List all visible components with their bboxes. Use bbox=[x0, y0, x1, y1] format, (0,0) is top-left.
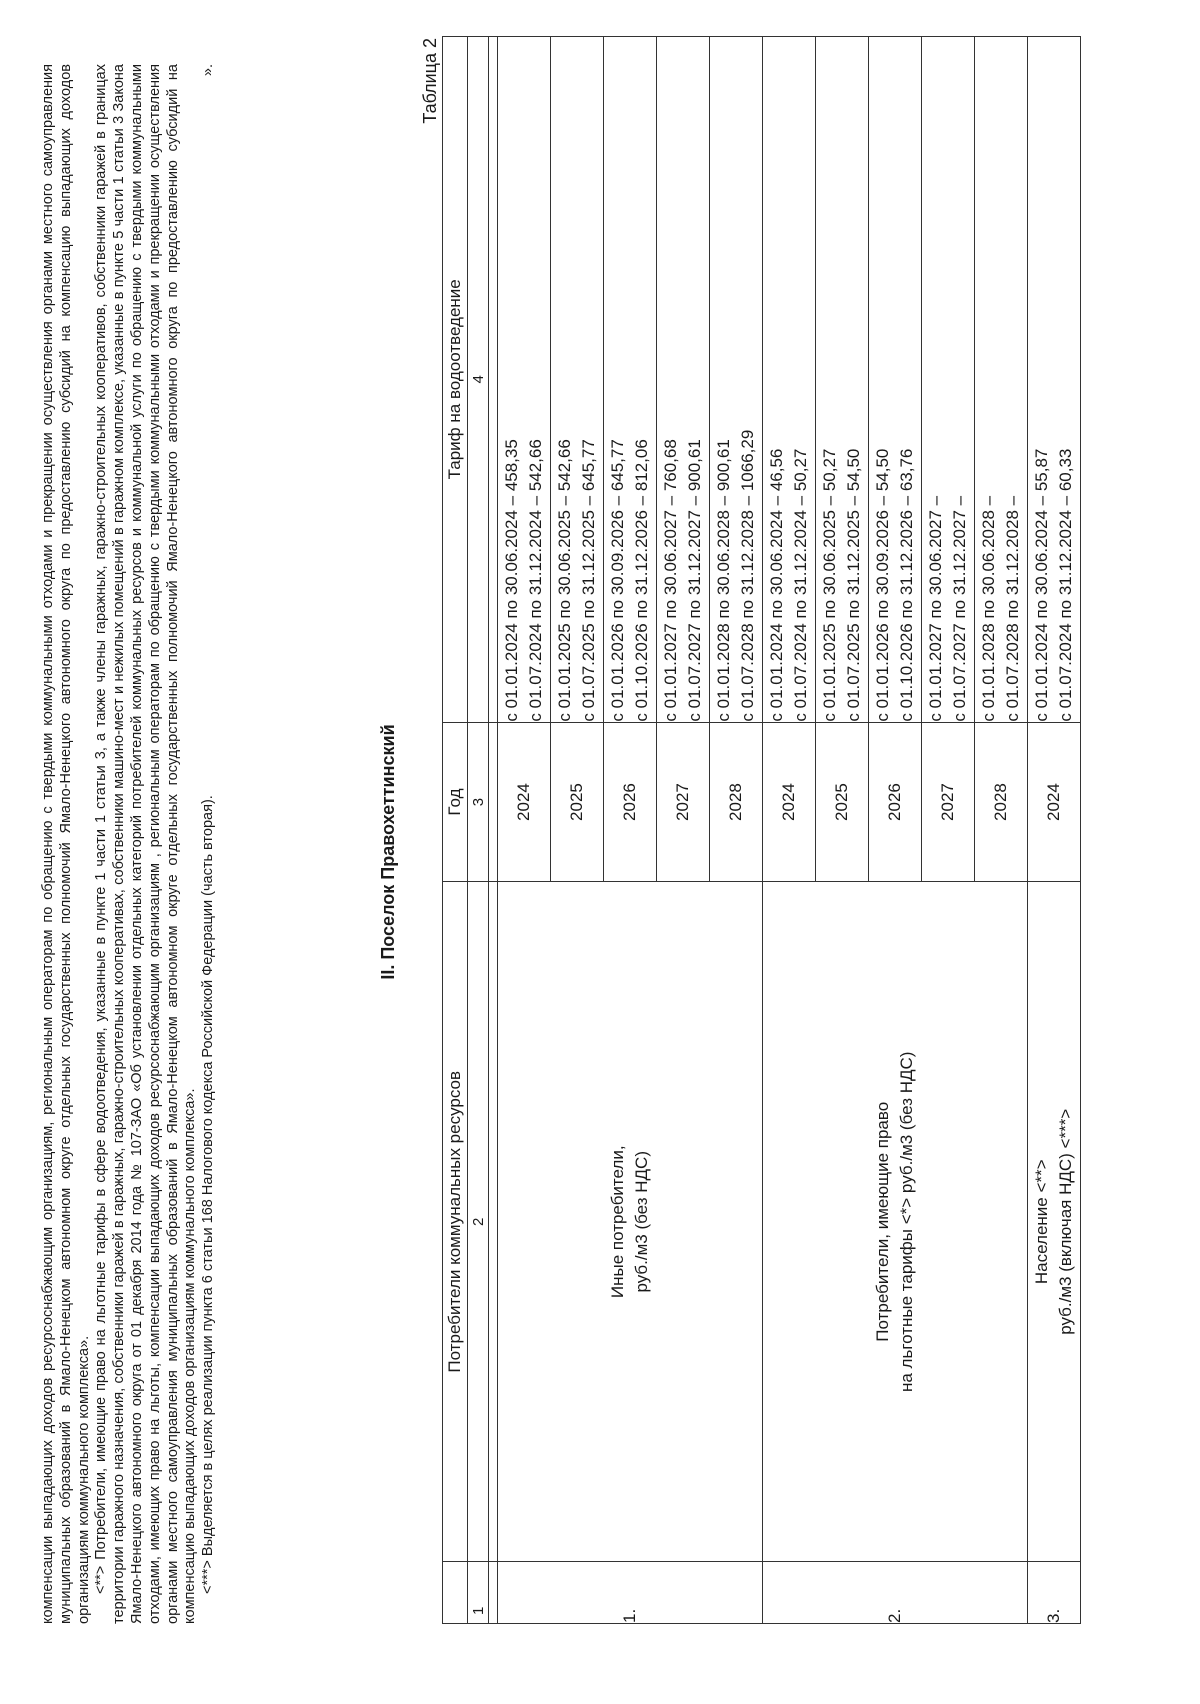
tariff-cell bbox=[816, 37, 869, 723]
table-row bbox=[498, 37, 551, 1624]
tariff-cell bbox=[551, 37, 604, 723]
table-header-row bbox=[443, 37, 468, 1624]
row-number: 2. bbox=[763, 1562, 1028, 1624]
consumer-cell bbox=[1028, 882, 1081, 1562]
year-cell: 2026 bbox=[869, 722, 922, 882]
tariff-period-1: с 01.01.2026 по 30.09.2026 – 645,77 bbox=[608, 439, 627, 722]
column-number-3: 3 bbox=[468, 722, 489, 882]
table-caption: Таблица 2 bbox=[420, 38, 440, 124]
tariff-cell bbox=[710, 37, 763, 723]
consumer-unit: руб./м3 (без НДС) bbox=[632, 1151, 651, 1293]
year-cell: 2024 bbox=[1028, 722, 1081, 882]
tariff-period-1: с 01.01.2025 по 30.06.2025 – 542,66 bbox=[555, 439, 574, 722]
column-number-2: 2 bbox=[468, 882, 489, 1562]
table-row bbox=[1028, 37, 1081, 1624]
spacer-cell bbox=[489, 722, 498, 882]
spacer-cell bbox=[489, 1562, 498, 1624]
tariff-period-1: с 01.01.2026 по 30.09.2026 – 54,50 bbox=[873, 448, 892, 722]
footnote-triple-asterisk: <***> Выделяется в целях реализации пункта 6 статьи 168 Налогового кодекса Российской Федерации (часть вторая). bbox=[200, 795, 217, 1594]
tariff-period-2: с 01.10.2026 по 31.12.2026 – 63,76 bbox=[897, 448, 916, 722]
tariff-period-1: с 01.01.2024 по 30.06.2024 – 55,87 bbox=[1032, 448, 1051, 722]
header-cell-tariff: Тариф на водоотведение bbox=[443, 37, 468, 723]
row-number: 1. bbox=[498, 1562, 763, 1624]
tariff-cell bbox=[1028, 37, 1081, 723]
footnote-tail bbox=[200, 64, 218, 1624]
year-cell: 2028 bbox=[975, 722, 1028, 882]
consumer-unit: на льготные тарифы <*> руб./м3 (без НДС) bbox=[897, 1051, 916, 1393]
row-number: 3. bbox=[1028, 1562, 1081, 1624]
year-cell: 2024 bbox=[498, 722, 551, 882]
tariff-period-2: с 01.07.2028 по 31.12.2028 – 1066,29 bbox=[738, 429, 757, 722]
consumer-unit: руб./м3 (включая НДС) <***> bbox=[1056, 1108, 1075, 1335]
footnotes-block bbox=[40, 64, 218, 1624]
tariff-cell bbox=[498, 37, 551, 723]
year-cell: 2024 bbox=[763, 722, 816, 882]
closing-quote: ». bbox=[200, 64, 217, 77]
year-cell: 2026 bbox=[604, 722, 657, 882]
header-cell-year: Год bbox=[443, 722, 468, 882]
table-column-numbers-row bbox=[468, 37, 489, 1624]
year-cell: 2027 bbox=[922, 722, 975, 882]
tariff-period-1: с 01.01.2028 по 30.06.2028 – 900,61 bbox=[714, 439, 733, 722]
tariff-period-2: с 01.07.2027 по 31.12.2027 – bbox=[950, 495, 969, 722]
year-cell: 2028 bbox=[710, 722, 763, 882]
tariff-period-2: с 01.07.2025 по 31.12.2025 – 54,50 bbox=[844, 448, 863, 722]
footnote-double-asterisk: <**> Потребители, имеющие право на льготные тарифы в сфере водоотведения, указанные в пункте 1 части 1 статьи 3, а также члены гаражных, гаражно-строительных кооперативов, собственники гаражей в границах территории гаражного назначения, собственники гаражей в гаражных, гаражно-строительных кооперативах, собственники машино-мест и нежилых помещений в гаражном комплексе, указанные в пункте 5 части 1 статьи 3 Закона Ямало-Ненецкого автономного округа от 01 декабря 2014 года № 107-ЗАО «Об установлении отдельных категорий потребителей коммунальных ресурсов и коммунальной услуги по обращению с твердыми коммунальными отходами, имеющих право на льготы, компенсации выпадающих доходов ресурсоснабжающим организациям , региональным операторам по обращению с твердыми коммунальными отходами и прекращении осуществления органами местного самоуправления муниципальных образований в Ямало-Ненецком автономном округе отдельных государственных полномочий Ямало-Ненецкого автономного округа по предоставлению субсидий на компенсацию выпадающих доходов организациям коммунального комплекса». bbox=[93, 64, 199, 1624]
tariff-period-2: с 01.07.2024 по 31.12.2024 – 60,33 bbox=[1056, 448, 1075, 722]
consumer-cell bbox=[763, 882, 1028, 1562]
tariff-table bbox=[442, 36, 1081, 1624]
header-cell-number bbox=[443, 1562, 468, 1624]
section-heading: II. Поселок Правохеттинский bbox=[378, 724, 398, 980]
consumer-name: Потребители, имеющие право bbox=[873, 1101, 892, 1342]
tariff-cell bbox=[657, 37, 710, 723]
tariff-period-1: с 01.01.2024 по 30.06.2024 – 458,35 bbox=[502, 439, 521, 722]
consumer-name: Иные потребители, bbox=[608, 1145, 627, 1299]
tariff-period-2: с 01.07.2025 по 31.12.2025 – 645,77 bbox=[579, 439, 598, 722]
year-cell: 2025 bbox=[816, 722, 869, 882]
table-spacer-row bbox=[489, 37, 498, 1624]
tariff-period-1: с 01.01.2024 по 30.06.2024 – 46,56 bbox=[767, 448, 786, 722]
tariff-period-1: с 01.01.2028 по 30.06.2028 – bbox=[979, 495, 998, 722]
tariff-period-1: с 01.01.2027 по 30.06.2027 – 760,68 bbox=[661, 439, 680, 722]
tariff-period-2: с 01.07.2028 по 31.12.2028 – bbox=[1003, 495, 1022, 722]
column-number-4: 4 bbox=[468, 37, 489, 723]
tariff-cell bbox=[922, 37, 975, 723]
column-number-1: 1 bbox=[468, 1562, 489, 1624]
tariff-period-2: с 01.10.2026 по 31.12.2026 – 812,06 bbox=[632, 439, 651, 722]
tariff-cell bbox=[604, 37, 657, 723]
tariff-period-2: с 01.07.2027 по 31.12.2027 – 900,61 bbox=[685, 439, 704, 722]
spacer-cell bbox=[489, 882, 498, 1562]
tariff-cell bbox=[869, 37, 922, 723]
tariff-cell bbox=[975, 37, 1028, 723]
footnote-continuation: компенсации выпадающих доходов ресурсоснабжающим организациям, региональным операторам по обращению с твердыми коммунальными отходами и прекращении осуществления органами местного самоуправления муниципальных образований в Ямало-Ненецком автономном округе отдельных государственных полномочий Ямало-Ненецкого автономного округа по предоставлению субсидий на компенсацию выпадающих доходов организациям коммунального комплекса». bbox=[40, 64, 92, 1624]
tariff-period-1: с 01.01.2027 по 30.06.2027 – bbox=[926, 495, 945, 722]
tariff-period-2: с 01.07.2024 по 31.12.2024 – 50,27 bbox=[791, 448, 810, 722]
consumer-name: Население <**> bbox=[1032, 1159, 1051, 1285]
tariff-period-2: с 01.07.2024 по 31.12.2024 – 542,66 bbox=[526, 439, 545, 722]
year-cell: 2027 bbox=[657, 722, 710, 882]
tariff-cell bbox=[763, 37, 816, 723]
consumer-cell bbox=[498, 882, 763, 1562]
spacer-cell bbox=[489, 37, 498, 723]
tariff-period-1: с 01.01.2025 по 30.06.2025 – 50,27 bbox=[820, 448, 839, 722]
header-cell-consumers: Потребители коммунальных ресурсов bbox=[443, 882, 468, 1562]
table-row bbox=[763, 37, 816, 1624]
year-cell: 2025 bbox=[551, 722, 604, 882]
